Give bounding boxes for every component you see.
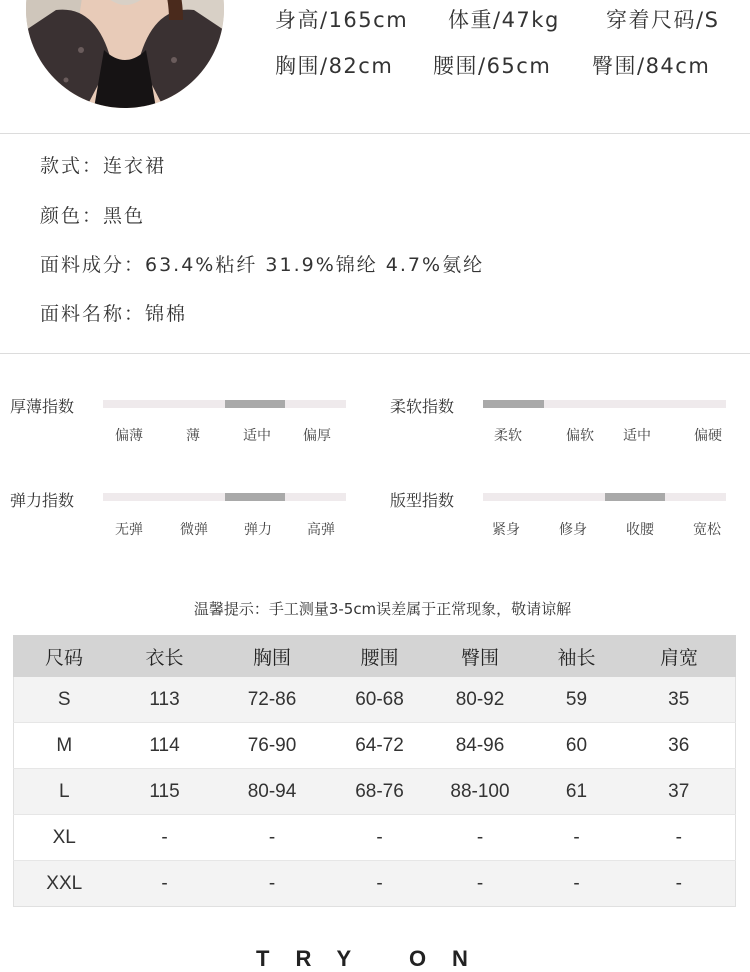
table-cell: 115 [115,769,215,815]
table-cell: - [430,815,531,861]
fit-option: 宽松 [693,522,721,538]
table-cell: - [215,815,330,861]
fabric-composition-row: 面料成分：63.4%粘纤 31.9%锦纶 4.7%氨纶 [40,254,485,276]
divider [0,133,750,134]
model-height: 身高/165cm [275,8,409,32]
model-hip: 臀围/84cm [592,54,711,78]
table-cell: S [14,677,115,723]
table-cell: 76-90 [215,723,330,769]
table-cell: 84-96 [430,723,531,769]
elasticity-option: 微弹 [180,522,208,538]
header-bust: 胸围 [215,636,330,677]
elasticity-option: 无弹 [115,522,143,538]
softness-option: 偏硬 [694,428,722,444]
size-table [13,635,736,907]
table-row [14,677,736,723]
table-cell: - [430,861,531,907]
model-photo [26,0,224,108]
thickness-option: 偏厚 [303,428,331,444]
table-cell: - [115,815,215,861]
table-cell: 36 [623,723,736,769]
table-row [14,723,736,769]
softness-index-title: 柔软指数 [390,397,455,416]
softness-option: 偏软 [566,428,594,444]
table-cell: 114 [115,723,215,769]
softness-option: 适中 [623,428,651,444]
header-length: 衣长 [115,636,215,677]
thickness-index-track [103,400,346,408]
model-waist: 腰围/65cm [433,54,552,78]
elasticity-index-track [103,493,346,501]
table-cell: 88-100 [430,769,531,815]
size-table-header [14,636,736,677]
table-cell: 64-72 [330,723,430,769]
table-cell: - [215,861,330,907]
table-cell: 113 [115,677,215,723]
table-cell: M [14,723,115,769]
table-cell: - [330,815,430,861]
table-cell: 80-92 [430,677,531,723]
table-row [14,769,736,815]
table-cell: XXL [14,861,115,907]
fit-index-fill [605,493,665,501]
section-title: TRY ON [256,946,494,971]
table-cell: - [531,861,623,907]
table-cell: 72-86 [215,677,330,723]
header-waist: 腰围 [330,636,430,677]
divider [0,353,750,354]
table-cell: 37 [623,769,736,815]
table-cell: 35 [623,677,736,723]
table-cell: 80-94 [215,769,330,815]
table-cell: - [531,815,623,861]
table-cell: 60-68 [330,677,430,723]
fit-index-track [483,493,726,501]
model-size: 穿着尺码/S [606,8,720,32]
softness-index-fill [483,400,544,408]
elasticity-index-fill [225,493,285,501]
table-row [14,861,736,907]
header-hip: 臀围 [430,636,531,677]
header-size: 尺码 [14,636,115,677]
table-cell: - [623,861,736,907]
elasticity-index-title: 弹力指数 [10,491,75,510]
table-cell: - [623,815,736,861]
fit-index-title: 版型指数 [390,491,455,510]
fit-option: 紧身 [492,522,520,538]
thickness-index-title: 厚薄指数 [10,397,75,416]
fabric-name-row: 面料名称：锦棉 [40,303,188,325]
thickness-index-fill [225,400,285,408]
elasticity-option: 弹力 [244,522,272,538]
table-row [14,815,736,861]
table-cell: 59 [531,677,623,723]
thickness-option: 偏薄 [115,428,143,444]
table-cell: - [115,861,215,907]
model-bust: 胸围/82cm [275,54,394,78]
fit-option: 收腰 [626,522,654,538]
table-cell: L [14,769,115,815]
thickness-option: 适中 [243,428,271,444]
softness-option: 柔软 [494,428,522,444]
style-row: 款式：连衣裙 [40,155,167,177]
table-cell: XL [14,815,115,861]
table-cell: 60 [531,723,623,769]
fit-option: 修身 [559,522,587,538]
model-weight: 体重/47kg [448,8,560,32]
header-sleeve: 袖长 [531,636,623,677]
table-cell: - [330,861,430,907]
softness-index-track [483,400,726,408]
elasticity-option: 高弹 [307,522,335,538]
thickness-option: 薄 [186,428,200,444]
measurement-tip: 温馨提示：手工测量3-5cm误差属于正常现象，敬请谅解 [193,600,572,618]
table-cell: 61 [531,769,623,815]
color-row: 颜色：黑色 [40,205,146,227]
table-cell: 68-76 [330,769,430,815]
header-shoulder: 肩宽 [623,636,736,677]
